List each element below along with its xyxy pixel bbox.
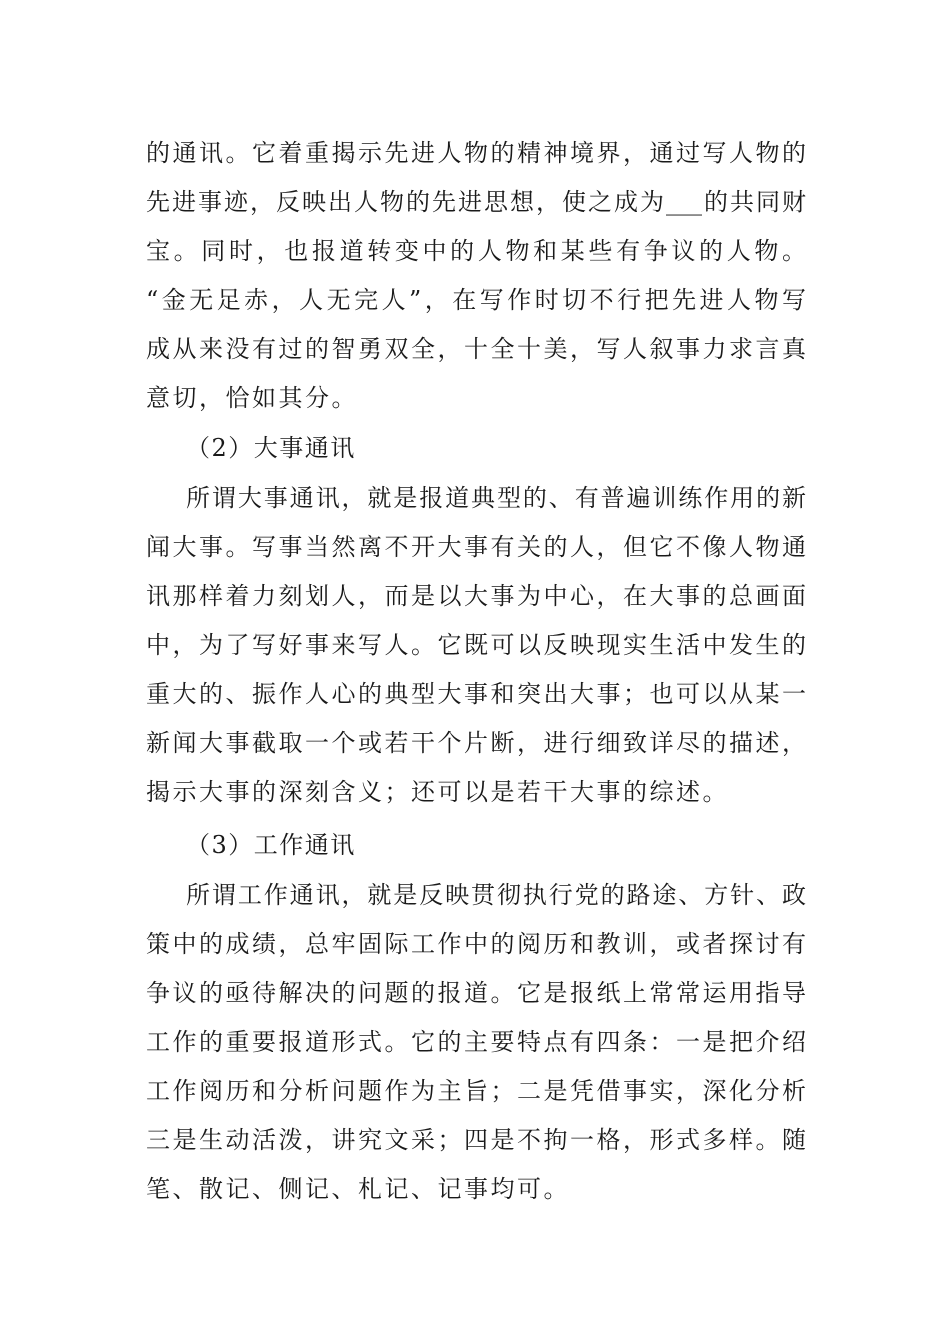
paragraph-line: 所谓大事通讯，就是报道典型的、有普遍训练作用的新	[186, 484, 806, 512]
paragraph-line: “金无足赤，人无完人”，在写作时切不行把先进人物写	[146, 286, 806, 314]
paragraph-line: 工作的重要报道形式。它的主要特点有四条：一是把介绍	[146, 1028, 806, 1056]
paragraph-line: 所谓工作通讯，就是反映贯彻执行党的路途、方针、政	[186, 881, 806, 909]
paragraph-line: 工作阅历和分析问题作为主旨；二是凭借事实，深化分析	[146, 1077, 806, 1105]
paragraph-line: 讯那样着力刻划人，而是以大事为中心，在大事的总画面	[146, 582, 806, 610]
paragraph-line: 新闻大事截取一个或若干个片断，进行细致详尽的描述，	[146, 729, 806, 757]
paragraph-line: 揭示大事的深刻含义；还可以是若干大事的综述。	[146, 778, 729, 806]
paragraph-line: 意切，恰如其分。	[146, 384, 358, 412]
paragraph-line: 先进事迹，反映出人物的先进思想，使之成为___的共同财	[146, 188, 806, 216]
paragraph-line: 三是生动活泼，讲究文采；四是不拘一格，形式多样。随	[146, 1126, 806, 1154]
paragraph-line: 策中的成绩，总牢固际工作中的阅历和教训，或者探讨有	[146, 930, 806, 958]
paragraph-line: 中，为了写好事来写人。它既可以反映现实生活中发生的	[146, 631, 806, 659]
section-heading-work: （3）工作通讯	[186, 831, 356, 859]
paragraph-line: 成从来没有过的智勇双全，十全十美，写人叙事力求言真	[146, 335, 806, 363]
paragraph-line: 重大的、振作人心的典型大事和突出大事；也可以从某一	[146, 680, 806, 708]
paragraph-line: 的通讯。它着重揭示先进人物的精神境界，通过写人物的	[146, 139, 806, 167]
section-heading-major-event: （2）大事通讯	[186, 434, 356, 462]
paragraph-line: 笔、散记、侧记、札记、记事均可。	[146, 1175, 570, 1203]
paragraph-line: 宝。同时，也报道转变中的人物和某些有争议的人物。	[146, 237, 806, 265]
paragraph-line: 闻大事。写事当然离不开大事有关的人，但它不像人物通	[146, 533, 806, 561]
paragraph-line: 争议的亟待解决的问题的报道。它是报纸上常常运用指导	[146, 979, 806, 1007]
